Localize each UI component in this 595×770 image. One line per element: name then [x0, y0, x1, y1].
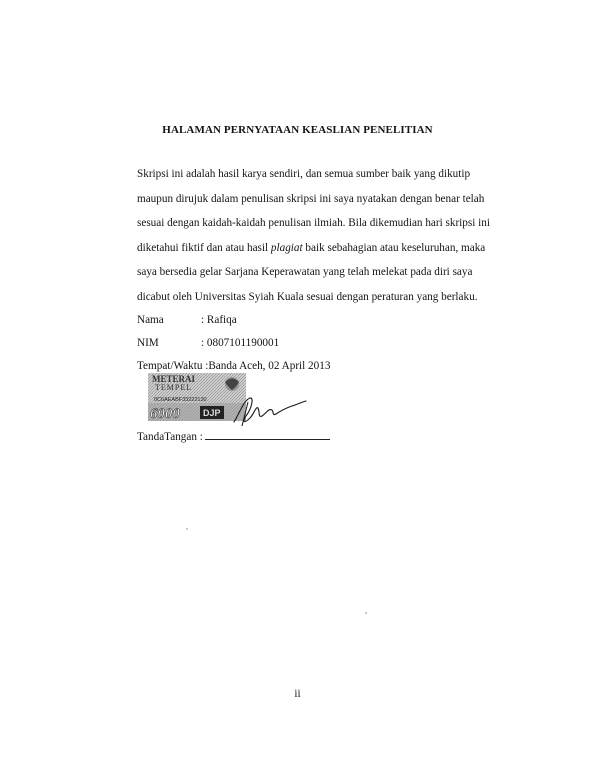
- italic-word: plagiat: [270, 241, 303, 254]
- page-title: HALAMAN PERNYATAAN KEASLIAN PENELITIAN: [162, 124, 433, 136]
- scan-speck: [186, 528, 188, 530]
- paragraph-line: maupun dirujuk dalam penulisan skripsi ini saya nyatakan dengan benar telah: [137, 192, 485, 205]
- statement-paragraph: [137, 162, 490, 309]
- nim-value: : 0807101190001: [201, 337, 280, 349]
- paragraph-line: Skripsi ini adalah hasil karya sendiri, dan semua sumber baik yang dikutip: [137, 168, 471, 180]
- paragraph-line: [137, 236, 486, 261]
- stamp-amount: 6000: [150, 406, 180, 421]
- garuda-emblem-icon: [225, 377, 239, 391]
- stamp-text: METERAI: [152, 374, 196, 384]
- paragraph-line: sesuai dengan kaidah-kaidah penulisan ilmiah. Bila dikemudian hari skripsi ini: [137, 217, 490, 229]
- nim-label: NIM: [137, 337, 159, 349]
- paragraph-text: baik sebahagian atau keseluruhan, maka: [302, 241, 486, 254]
- nim-row: [137, 337, 279, 349]
- paragraph-line: saya bersedia gelar Sarjana Keperawatan yang telah melekat pada diri saya: [137, 266, 473, 278]
- stamp-serial: 0C6AEABF33222130: [154, 397, 207, 403]
- tanda-tangan-row: [137, 429, 330, 443]
- signature-image: [230, 392, 310, 430]
- nama-row: [137, 314, 237, 326]
- stamp-unit: DJP: [203, 408, 221, 418]
- tempat-waktu: Tempat/Waktu :Banda Aceh, 02 April 2013: [137, 360, 331, 372]
- nama-value: : Rafiqa: [201, 314, 237, 326]
- stamp-text: TEMPEL: [155, 383, 193, 392]
- paragraph-line: dicabut oleh Universitas Syiah Kuala sesuai dengan peraturan yang berlaku.: [137, 290, 478, 303]
- paragraph-text: diketahui fiktif dan atau hasil: [137, 241, 271, 254]
- tanda-tangan-label: TandaTangan :: [137, 431, 203, 443]
- nama-label: Nama: [137, 314, 164, 326]
- scan-speck: [365, 612, 367, 614]
- signature-line: [205, 429, 330, 440]
- page-number: ii: [294, 688, 301, 700]
